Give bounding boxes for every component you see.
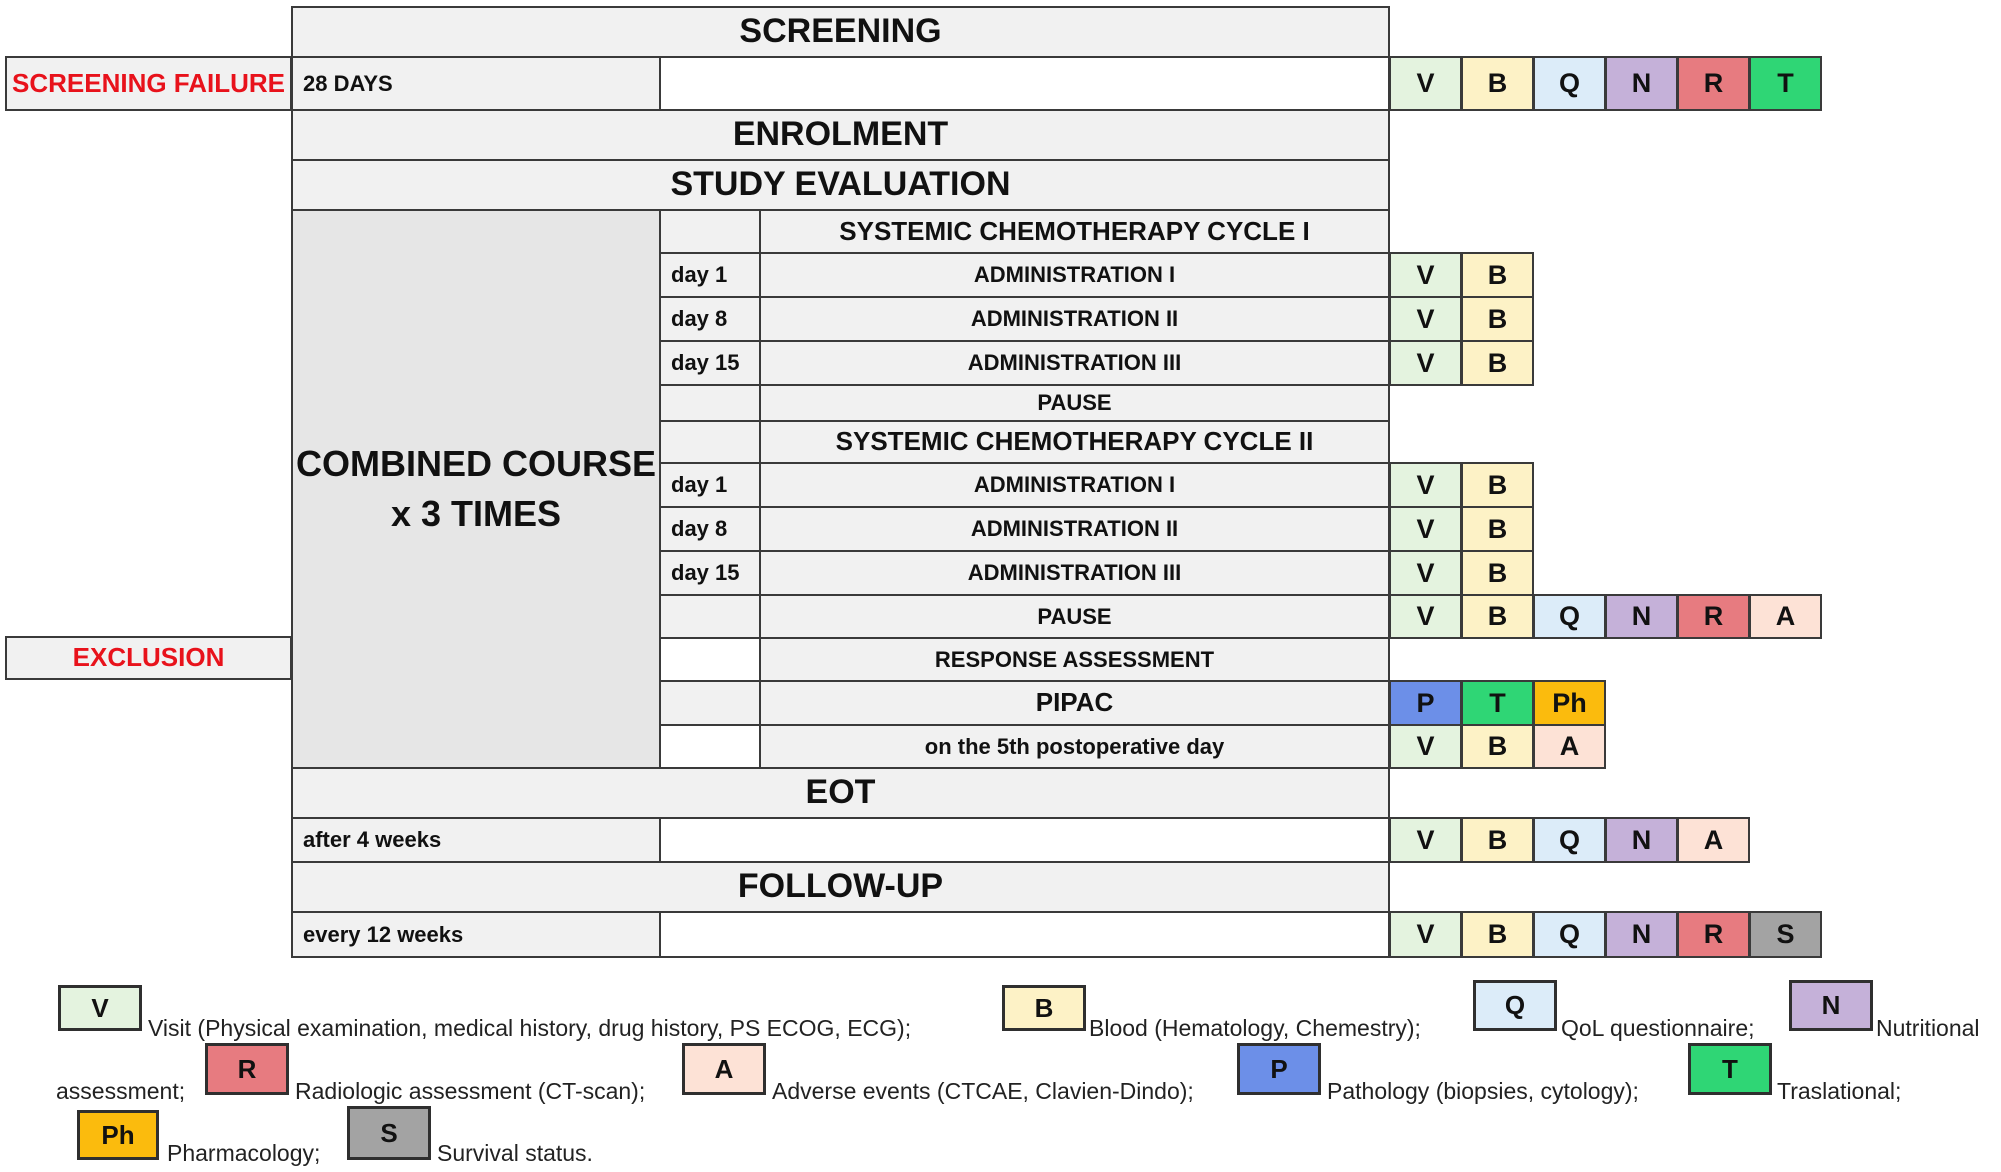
assessment-tag-ph: Ph [1533,680,1606,726]
assessment-tag-b: B [1461,506,1534,552]
assessment-tag-v: V [1389,462,1462,508]
row-label-cell: ADMINISTRATION III [759,340,1390,386]
assessment-tag-q: Q [1533,56,1606,111]
row-label-cell: ADMINISTRATION II [759,506,1390,552]
legend-b-tag [1002,985,1086,1031]
legend-ph-letter: Ph [101,1119,135,1150]
study-evaluation-header: STUDY EVALUATION [291,159,1390,211]
follow-up-timing-label: every 12 weeks [291,911,661,958]
cycle2-title: SYSTEMIC CHEMOTHERAPY CYCLE II [759,420,1390,464]
legend-a-letter: A [714,1053,734,1084]
legend-r-tag [205,1043,289,1095]
enrolment-header: ENROLMENT [291,109,1390,161]
legend-n-text: Nutritional [1876,1015,1980,1041]
row-day-cell: day 1 [659,252,761,298]
legend-ph-tag [77,1110,159,1160]
legend-t-text: Traslational; [1777,1078,1902,1104]
cycle2-blank-cell [659,420,761,464]
assessment-tag-a: A [1749,594,1822,639]
assessment-tag-b: B [1461,550,1534,596]
assessment-tag-v: V [1389,506,1462,552]
legend-n-tag [1789,980,1873,1031]
assessment-tag-b: B [1461,911,1534,958]
screening-failure-label: SCREENING FAILURE [5,56,292,111]
legend-v-tag [58,985,142,1031]
row-label-cell: ADMINISTRATION I [759,462,1390,508]
assessment-tag-n: N [1605,594,1678,639]
screening-duration-label: 28 DAYS [291,56,661,111]
assessment-tag-n: N [1605,817,1678,863]
legend-r-text: Radiologic assessment (CT-scan); [295,1078,646,1104]
assessment-tag-v: V [1389,550,1462,596]
assessment-tag-v: V [1389,56,1462,111]
row-label-cell: PIPAC [759,680,1390,726]
legend-s-text: Survival status. [437,1140,593,1166]
assessment-tag-q: Q [1533,594,1606,639]
legend-t-letter: T [1722,1053,1738,1084]
legend-q-text: QoL questionnaire; [1561,1015,1755,1041]
legend-n-text-cont: assessment; [56,1078,186,1104]
row-label-cell: on the 5th postoperative day [759,724,1390,769]
assessment-tag-v: V [1389,340,1462,386]
assessment-tag-v: V [1389,724,1462,769]
row-day-cell: day 1 [659,462,761,508]
assessment-tag-b: B [1461,817,1534,863]
row-label-cell: RESPONSE ASSESSMENT [759,637,1390,682]
follow-up-header: FOLLOW-UP [291,861,1390,913]
assessment-tag-b: B [1461,56,1534,111]
assessment-tag-s: S [1749,911,1822,958]
assessment-tag-n: N [1605,911,1678,958]
legend-ph-text: Pharmacology; [167,1140,321,1166]
row-day-cell [659,384,761,422]
legend-r-letter: R [237,1053,257,1084]
row-label-cell: PAUSE [759,384,1390,422]
row-day-cell [659,680,761,726]
combined-course-title: COMBINED COURSE [295,442,657,484]
assessment-tag-r: R [1677,911,1750,958]
legend-n-letter: N [1821,990,1841,1020]
assessment-tag-b: B [1461,724,1534,769]
assessment-tag-r: R [1677,594,1750,639]
assessment-tag-v: V [1389,817,1462,863]
legend-p-letter: P [1270,1053,1288,1084]
row-day-cell: day 15 [659,340,761,386]
follow-up-timing-bar [659,911,1390,958]
eot-timing-label: after 4 weeks [291,817,661,863]
combined-course-block [291,209,661,769]
assessment-tag-b: B [1461,296,1534,342]
legend-s-letter: S [380,1117,398,1148]
row-day-cell: day 8 [659,506,761,552]
legend-a-tag [682,1043,766,1095]
eot-timing-bar [659,817,1390,863]
assessment-tag-v: V [1389,296,1462,342]
row-label-cell: ADMINISTRATION III [759,550,1390,596]
cycle1-title: SYSTEMIC CHEMOTHERAPY CYCLE I [759,209,1390,254]
assessment-tag-a: A [1677,817,1750,863]
assessment-tag-v: V [1389,594,1462,639]
row-label-cell: ADMINISTRATION I [759,252,1390,298]
legend-s-tag [347,1106,431,1160]
assessment-tag-q: Q [1533,911,1606,958]
legend-a-text: Adverse events (CTCAE, Clavien-Dindo); [772,1078,1194,1104]
assessment-tag-n: N [1605,56,1678,111]
screening-duration-bar [659,56,1390,111]
assessment-tag-v: V [1389,911,1462,958]
legend-p-text: Pathology (biopsies, cytology); [1327,1078,1639,1104]
row-day-cell [659,637,761,682]
legend-t-tag [1688,1043,1772,1095]
row-day-cell [659,724,761,769]
exclusion-label: EXCLUSION [5,636,292,680]
assessment-tag-b: B [1461,594,1534,639]
legend-b-letter: B [1034,992,1054,1023]
row-label-cell: ADMINISTRATION II [759,296,1390,342]
combined-course-repeat: x 3 TIMES [390,493,562,534]
assessment-tag-b: B [1461,462,1534,508]
assessment-tag-b: B [1461,340,1534,386]
legend-p-tag [1237,1043,1321,1095]
legend-b-text: Blood (Hematology, Chemestry); [1089,1015,1421,1041]
row-day-cell: day 15 [659,550,761,596]
assessment-tag-r: R [1677,56,1750,111]
assessment-tag-b: B [1461,252,1534,298]
assessment-tag-t: T [1461,680,1534,726]
eot-header: EOT [291,767,1390,819]
row-day-cell: day 8 [659,296,761,342]
legend-v-text: Visit (Physical examination, medical history, drug history, PS ECOG, ECG); [148,1015,912,1041]
cycle1-blank-cell [659,209,761,254]
assessment-tag-v: V [1389,252,1462,298]
screening-header: SCREENING [291,6,1390,58]
row-label-cell: PAUSE [759,594,1390,639]
legend-q-tag [1473,980,1557,1031]
assessment-tag-q: Q [1533,817,1606,863]
legend-v-letter: V [91,992,109,1023]
assessment-tag-a: A [1533,724,1606,769]
assessment-tag-t: T [1749,56,1822,111]
legend-q-letter: Q [1504,990,1526,1020]
row-day-cell [659,594,761,639]
assessment-tag-p: P [1389,680,1462,726]
